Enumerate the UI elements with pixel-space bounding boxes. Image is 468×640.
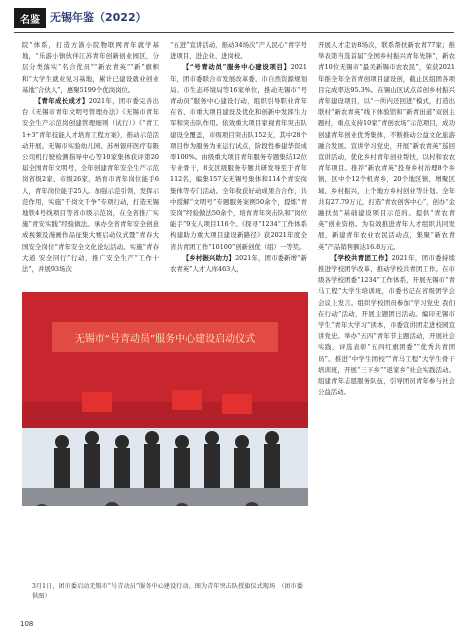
text-column-3 — [318, 40, 455, 620]
running-header-title: 无锡年鉴（2022） — [50, 11, 147, 24]
section-heading: 【“号青动员”服务中心建设项目】 — [182, 63, 291, 72]
paragraph: 【青年成长成才】2021年，团市委完善出台《无锡市青年文明号管理办法》《无锡市青年安全生产示范岗创建管理细则（试行）》《“青工1+3”青年技能人才培育工程方案》，推动示范活动开展。无锡市实验幼儿园、苏州银环医疗有限公司机行驶检测指导中心等10家集体获评第20届全国青年文明号，全年创建青年安全生产示范岗省级2家、市级26家，培育市青年岗位能手6人，青年岗位能手25人。加强示范引领，发挥示范作用，实施“千岗文千争”专项行动，打造无锡地铁4号线项目等省市级示范岗，在全省推广实施“青安实践”经验做法。承办全省青年安全创意成视频及漫画作品征集大赛启动仪式暨“青春大国安全岗位”青年安全文化论坛活动。实施“青春大道 安全同行”行动，推广安全生产“工作十法”，并展93场次 — [22, 97, 159, 274]
paragraph: 【乡村振兴助力】2021年，团市委新增“新农青英”人才人库463人， — [170, 253, 307, 274]
photo-caption: 3月1日，团市委启动无锡市“号青动员”服务中心建设行动。图为青年突击队授旗仪式现场 （团市委 供图） — [32, 583, 310, 600]
section-heading: 【青年成长成才】 — [34, 97, 89, 106]
paragraph: 【学校共青团工作】2021年，团市委持续推进学校团学改革，推动学校共青团工作。在市级各学校团委“1234”工作体系，开展无锡市“青马工程”大学生培训班，市委书记在省级团学会会议上发言。组织学校团员参加“学习党史 我们在行动”活动，开展主题团日活动。编印无锡市学生“青年大学习”读本，市委宣讲团走进校园宣讲党史。举办“五四”青年节主题活动，开展社会实践，评选表彰“五四红旗团委”“优秀共青团员”。推进“中学生团校”“青马工程”大学生骨干培训班，开展“三下乡”“返家乡”社会实践活动。组建青年志愿服务队伍，引导团员青年参与社会公益活动。 — [318, 253, 455, 397]
section-heading: 【乡村振兴助力】 — [182, 253, 236, 262]
paragraph: 【“号青动员”服务中心建设项目】2021年，团市委联合市发展改革委、市自然资源规划局、市生态环境局等16家单位，推动无锡市“号青动员”服务中心建设行动，组织引导职业青年在省、市重大项目建设及优化和创新中发挥生力军和突击队作用。依效重大项目家视青年突击队建设全覆盖，市级项目突击队152支，其中28个项目作为服务为亚运行试点，阶段性参建华资成率100%。由级重大项目青年服务专题集结12位专业骨干，8支区级服务专题共研发导至于青年112名，编集157支无锡号集体和114个青安岗集体等专门活动。全年收获好动成果合合作，共中授解“文明号”专题服务案例50余个，提炼“青安岗”经验做法50余个，培育青年突击队和“岗位能手”9支人项目116个。《探寻“1234”工作体系 构建助力重大项目建设新路径》获2021年度全省共青团工作“10100”创新创优（组）一等奖。 — [170, 63, 307, 251]
text-column-1 — [22, 40, 159, 290]
header-divider — [14, 32, 454, 33]
stage-platform — [22, 402, 308, 428]
stage-banner-text: 无锡市“号青动员”服务中心建设启动仪式 — [74, 334, 256, 345]
section-heading: 【学校共青团工作】 — [330, 253, 392, 262]
paragraph: 开展人才走访8场次，联系帮扶新农青77家；推举表第当选首届“全国乡村振兴青年先锋”，新农青10位无锡市“最美新锡市农农民”，荣获2021年推全年全省青创项目建设创，截止区组团各项目完成率达95.3%。在锡山区试点首创乡村振兴青年建设项目，以“一所内还回进”模式，打造出联村“新农青英”线下体验馆和“新青田道”双创主题村，重点支持10家“青创农场”示范项目，成功创建青年创业优秀集体，不断推动公益文化旅游融合发展。宣讲学习党史，开展“新农青英”巡回宣讲活动，优化乡村青年创业帮扶，以村和农农青年项目。推荐“新农青英”投身乡村治理8个乡镇，区中个12个机青乡，20个地区镇，增聚区域、乡村振兴，上个地方乡村创业等计划。全年共有27.79万元，打造“青农创客中心”，创办“金融扶贫”基础建设项目示范的。提供“青农青英”创业资格。为有效推进青年人才组织共同发展，新建青年农业农民活动点，集聚“新农青英”产品销售额达16.8万元。 — [318, 41, 455, 251]
paragraph: “五进”宣讲活动，推动34场次“产人民心”青字号进项目、进企业、进岗校。 — [170, 41, 307, 61]
yearbook-logo: 名鉴 — [14, 8, 46, 28]
paragraph: 院”体系，打造方浙小院物联网青年就学基地，“乐游小镇伙伴江苏青年创新创业园区，分层分类落实“名合优员”“新农青英”“新”旗帜和“大学生就业见习基地，累计已建设就业创业基地“合伙人”，惠聚5199个优岗岗位。 — [22, 41, 159, 94]
event-photo-illustration — [22, 292, 308, 506]
event-photo — [22, 292, 308, 506]
audience-area — [22, 488, 308, 506]
text-column-2 — [170, 40, 307, 290]
page-number: 108 — [20, 620, 34, 628]
